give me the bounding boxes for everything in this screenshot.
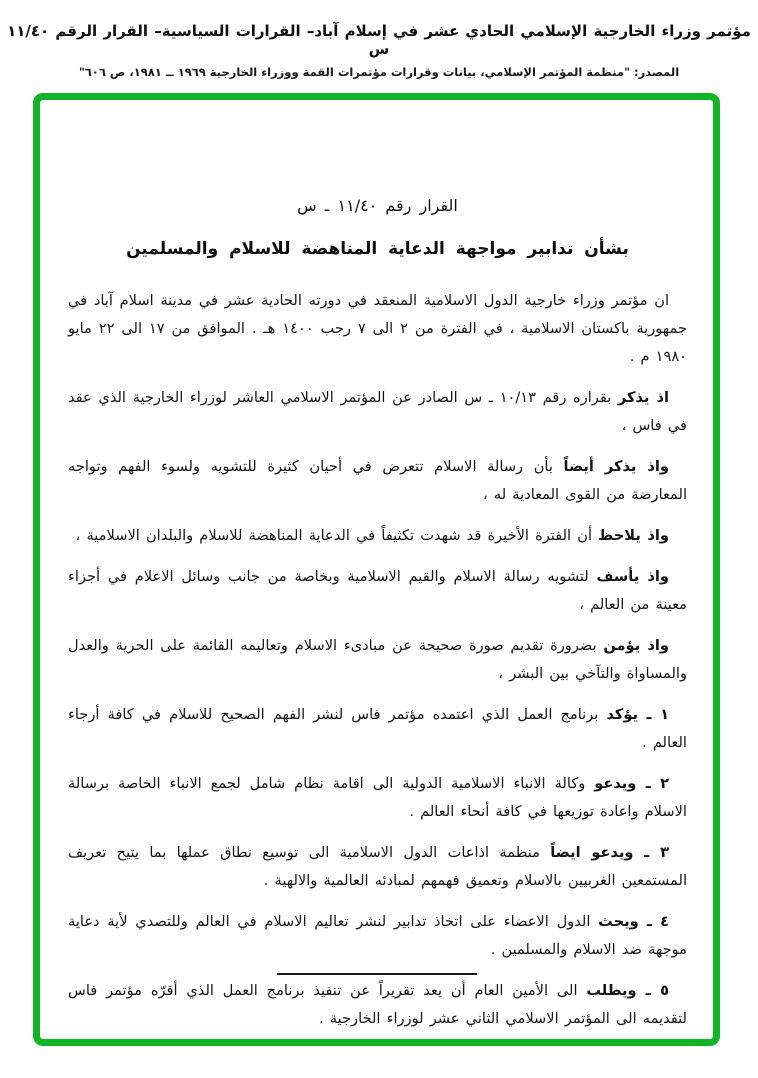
paragraph-text: الدول الاعضاء على اتخاذ تدابير لنشر تعاليم الاسلام في العالم وللتصدي لأية دعاية موجهة ضد الاسلام والمسلمين . <box>68 913 687 959</box>
paragraph-lead: واذ يذكر أيضاً <box>563 458 669 476</box>
document-frame <box>33 93 720 1046</box>
document-paragraph <box>68 977 687 1033</box>
decision-number-title: القرار رقم ١١/٤٠ ـ س <box>297 196 458 215</box>
decision-subject-title: بشأن تدابير مواجهة الدعاية المناهضة للاسلام والمسلمين <box>126 239 629 259</box>
document-paragraph <box>68 908 687 964</box>
paragraph-text: وكالة الانباء الاسلامية الدولية الى اقامة نظام شامل لجمع الانباء الخاصة برسالة الاسلام واعادة توزيعها في كافة أنحاء العالم . <box>68 775 687 821</box>
paragraph-text: بقراره رقم ١٠/١٣ ـ س الصادر عن المؤتمر الاسلامي العاشر لوزراء الخارجية الذي عقد في فاس ، <box>68 389 687 435</box>
paragraph-lead: واذ يأسف <box>596 568 669 586</box>
document-body <box>68 287 687 1033</box>
paragraph-text: بضرورة تقديم صورة صحيحة عن مبادىء الاسلام وتعاليمه القائمة على الحرية والعدل والمساواة والتآخي بين البشر ، <box>68 637 687 683</box>
document-paragraph <box>68 839 687 895</box>
paragraph-text: ان مؤتمر وزراء خارجية الدول الاسلامية المنعقد في دورته الحادية عشر في مدينة اسلام آباد في جمهورية باكستان الاسلامية ، في الفترة من ٢ الى ٧ رجب ١٤٠٠ هـ . الموافق من ١٧ الى ٢٢ مايو ١٩٨٠ م . <box>68 292 687 366</box>
paragraph-lead: ٣ ـ ويدعو ايضاً <box>550 844 670 862</box>
paragraph-text: بأن رسالة الاسلام تتعرض في أحيان كثيرة للتشويه ولسوء الفهم وتواجه المعارضة من القوى المعادية له ، <box>68 458 687 504</box>
paragraph-lead: واذ يلاحظ <box>598 527 669 545</box>
paragraph-text: أن الفترة الأخيرة قد شهدت تكثيفاً في الدعاية المناهضة للاسلام والبلدان الاسلامية ، <box>75 527 599 545</box>
document-paragraph <box>68 701 687 757</box>
document-content <box>40 100 713 1033</box>
document-paragraph <box>68 287 687 371</box>
paragraph-lead: ٤ ـ ويحث <box>598 913 669 931</box>
document-paragraph <box>68 453 687 509</box>
paragraph-lead: ١ ـ يؤكد <box>606 706 670 724</box>
paragraph-lead: واذ يؤمن <box>603 637 669 655</box>
paragraph-text: برنامج العمل الذي اعتمده مؤتمر فاس لنشر الفهم الصحيح للاسلام في كافة أرجاء العالم . <box>68 706 687 752</box>
document-paragraph <box>68 522 687 550</box>
end-divider <box>277 973 477 975</box>
source-header-citation: المصدر: "منظمة المؤتمر الإسلامي، بيانات وقرارات مؤتمرات القمة ووزراء الخارجية ١٩٦٩ ــ ١٩٨١، ص ٦٠٦" <box>78 65 680 79</box>
source-header <box>0 22 758 79</box>
paragraph-text: منظمة اذاعات الدول الاسلامية الى توسيع نطاق عملها بما يتيح تعريف المستمعين الغربيين بالاسلام وتعميق فهمهم لمبادئه العالمية والالهية . <box>68 844 687 890</box>
paragraph-text: الى الأمين العام أن يعد تقريراً عن تنفيذ برنامج العمل الذي أقرّه مؤتمر فاس لتقديمه الى المؤتمر الاسلامي الثاني عشر لوزراء الخارجية . <box>68 982 687 1028</box>
document-paragraph <box>68 770 687 826</box>
document-paragraph <box>68 632 687 688</box>
paragraph-lead: ٥ ـ ويطلب <box>586 982 669 1000</box>
document-paragraph <box>68 384 687 440</box>
document-paragraph <box>68 563 687 619</box>
paragraph-text: لتشويه رسالة الاسلام والقيم الاسلامية وبخاصة من جانب وسائل الاعلام في أجزاء معينة من العالم ، <box>68 568 687 614</box>
paragraph-lead: ٢ ـ ويدعو <box>594 775 670 793</box>
paragraph-lead: اذ يذكر <box>617 389 669 407</box>
source-header-title: مؤتمر وزراء الخارجية الإسلامي الحادي عشر في إسلام آباد– القرارات السياسية– القرار الرقم ١١/٤٠ س <box>7 22 751 58</box>
